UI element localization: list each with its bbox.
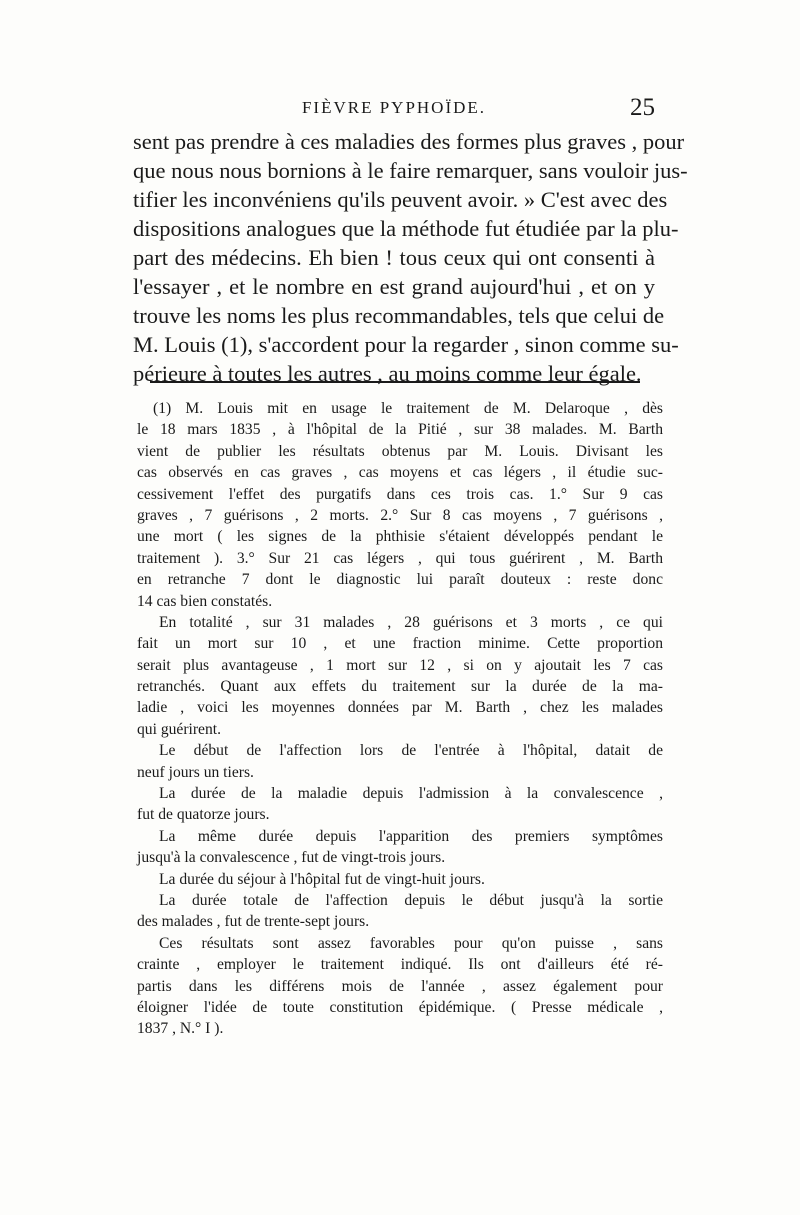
text-line: dispositions analogues que la méthode fut étudiée par la plu- — [133, 216, 679, 241]
footnote-line: qui guérirent. — [137, 720, 222, 738]
footnote-line: graves , 7 guérisons , 2 morts. 2.° Sur 8 cas moyens , 7 guérisons , — [137, 506, 663, 524]
footnote-line: serait plus avantageuse , 1 mort sur 12 , si on y ajoutait les 7 cas — [137, 656, 663, 674]
text-line: M. Louis (1), s'accordent pour la regarder , sinon comme su- — [133, 332, 679, 357]
text-line: tifier les inconvéniens qu'ils peuvent avoir. » C'est avec des — [133, 187, 668, 212]
footnote-line: crainte , employer le traitement indiqué. Ils ont d'ailleurs été ré- — [137, 956, 663, 974]
footnote-line: (1) M. Louis mit en usage le traitement de M. Delaroque , dès — [153, 400, 663, 417]
footnote-line: partis dans les différens mois de l'année , assez également pour — [137, 977, 663, 995]
footnote-line: Ces résultats sont assez favorables pour qu'on puisse , sans — [159, 934, 663, 952]
footnote-line: cessivement l'effet des purgatifs dans ces trois cas. 1.° Sur 9 cas — [137, 485, 663, 503]
footnote-line: La durée de la maladie depuis l'admission à la convalescence , — [159, 785, 663, 803]
footnote-line: fut de quatorze jours. — [137, 806, 270, 824]
page-number: 25 — [630, 94, 655, 121]
main-text — [133, 127, 688, 388]
footnote-line: La durée totale de l'affection depuis le début jusqu'à la sortie — [159, 891, 663, 909]
footnote-line: fait un mort sur 10 , et une fraction minime. Cette proportion — [137, 635, 663, 653]
footnote-line: cas observés en cas graves , cas moyens et cas légers , il étudie suc- — [137, 464, 663, 482]
footnote-line: neuf jours un tiers. — [137, 763, 254, 781]
footnote-line: 1837 , N.° I ). — [137, 1020, 224, 1038]
page-header — [133, 94, 655, 124]
text-line: périeure à toutes les autres , au moins comme leur égale. — [133, 361, 642, 386]
footnote-line: En totalité , sur 31 malades , 28 guérisons et 3 morts , ce qui — [159, 613, 663, 631]
footnote-line: retranchés. Quant aux effets du traitement sur la durée de la ma- — [137, 678, 663, 696]
footnote-line: une mort ( les signes de la phthisie s'étaient développés pendant le — [137, 528, 663, 546]
footnote-divider — [150, 381, 640, 383]
footnote-line: jusqu'à la convalescence , fut de vingt-trois jours. — [137, 849, 446, 867]
text-line: que nous nous bornions à le faire remarquer, sans vouloir jus- — [133, 158, 688, 183]
text-line: part des médecins. Eh bien ! tous ceux qui ont consenti à — [133, 245, 655, 270]
footnote-line: éloigner l'idée de toute constitution épidémique. ( Presse médicale , — [137, 998, 663, 1016]
footnote-line: 14 cas bien constatés. — [137, 592, 273, 610]
footnote-line: ladie , voici les moyennes données par M. Barth , chez les malades — [137, 699, 663, 717]
footnote-line: Le début de l'affection lors de l'entrée à l'hôpital, datait de — [159, 742, 663, 760]
footnote-block — [137, 398, 663, 1040]
footnote-line: en retranche 7 dont le diagnostic lui paraît douteux : reste donc — [137, 571, 663, 589]
running-title: FIÈVRE PYPHOÏDE. — [301, 98, 487, 117]
footnote-line: traitement ). 3.° Sur 21 cas légers , qui tous guérirent , M. Barth — [137, 549, 663, 567]
text-line: sent pas prendre à ces maladies des formes plus graves , pour — [133, 129, 685, 154]
footnote-line: La durée du séjour à l'hôpital fut de vingt-huit jours. — [159, 870, 485, 888]
footnote-line: vient de publier les résultats obtenus par M. Louis. Divisant les — [137, 442, 663, 460]
footnote-line: La même durée depuis l'apparition des premiers symptômes — [159, 827, 663, 845]
footnote-line: des malades , fut de trente-sept jours. — [137, 913, 370, 931]
text-line: trouve les noms les plus recommandables, tels que celui de — [133, 303, 665, 328]
text-line: l'essayer , et le nombre en est grand aujourd'hui , et on y — [133, 274, 655, 299]
footnote-line: le 18 mars 1835 , à l'hôpital de la Pitié , sur 38 malades. M. Barth — [137, 421, 663, 439]
